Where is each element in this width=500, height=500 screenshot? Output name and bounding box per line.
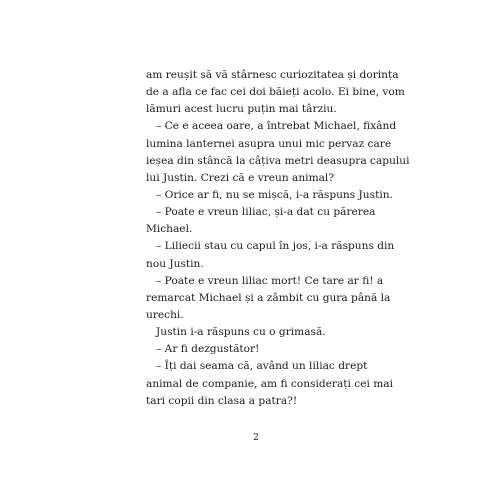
text-line: animal de companie, am fi considerați cei mai (146, 377, 394, 390)
text-line: lumina lanternei asupra unui mic pervaz care (146, 137, 392, 150)
text-line: Justin i-a răspuns cu o grimasă. (156, 326, 326, 339)
text-line: ieșea din stâncă la câțiva metri deasupra capului (146, 154, 410, 167)
text-line: de a afla ce fac cei doi băieți acolo. Ei bine, vom (146, 86, 405, 99)
text-line: – Îți dai seama că, având un liliac drept (156, 360, 368, 373)
text-line: – Liliecii stau cu capul în jos, i-a răspuns din (156, 240, 395, 253)
text-line: – Poate e vreun liliac mort! Ce tare ar fi! a (156, 274, 384, 287)
text-line: – Ar fi dezgustător! (156, 343, 260, 356)
page-number: 2 (253, 433, 259, 443)
text-line: urechi. (146, 308, 184, 321)
text-line: remarcat Michael și a zâmbit cu gura până la (146, 291, 391, 304)
text-line: – Orice ar fi, nu se mișcă, i-a răspuns Justin. (156, 188, 393, 201)
text-line: nou Justin. (146, 257, 204, 270)
text-line: lui Justin. Crezi că e vreun animal? (146, 171, 334, 184)
body-text (146, 67, 410, 410)
text-line: tari copii din clasa a patra?! (146, 394, 298, 407)
text-line: am reușit să vă stârnesc curiozitatea și dorința (146, 69, 399, 81)
text-line: – Poate e vreun liliac, și-a dat cu părerea (156, 206, 376, 219)
text-line: – Ce e aceea oare, a întrebat Michael, fixând (156, 120, 397, 133)
text-line: lămuri acest lucru puțin mai târziu. (146, 103, 337, 116)
text-line: Michael. (146, 223, 193, 236)
